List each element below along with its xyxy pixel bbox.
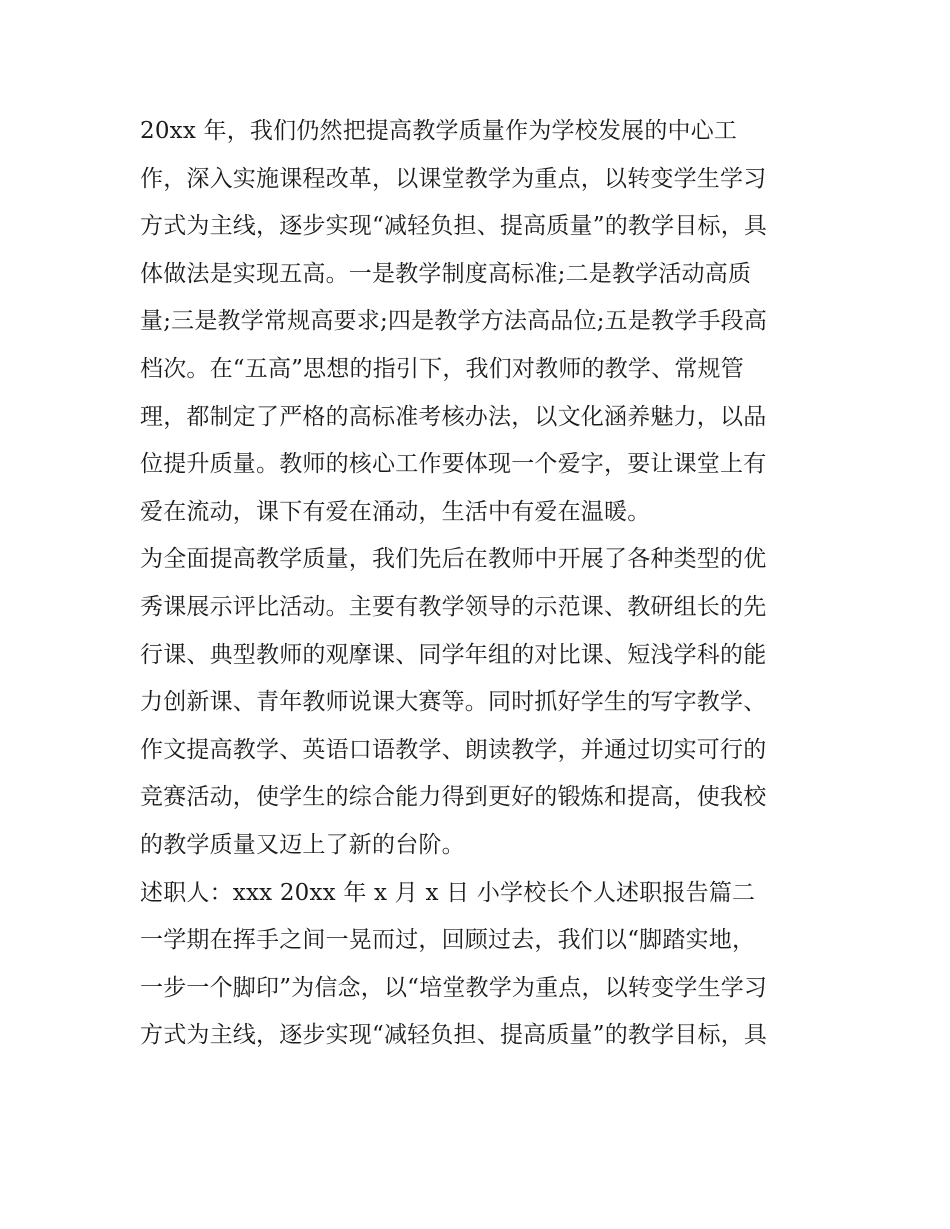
text-line: 档次。在“五高”思想的指引下，我们对教师的教学、常规管: [140, 355, 744, 382]
text-line: 行课、典型教师的观摩课、同学年组的对比课、短浅学科的能: [140, 641, 767, 668]
text-line: 秀课展示评比活动。主要有教学领导的示范课、教研组长的先: [140, 593, 767, 620]
text-line: 的教学质量又迈上了新的台阶。: [140, 831, 465, 858]
document-body: [140, 108, 820, 1060]
text-line: 一步一个脚印”为信念，以“培堂教学为重点，以转变学生学习: [140, 974, 768, 1001]
text-line: 为全面提高教学质量，我们先后在教师中开展了各种类型的优: [140, 546, 767, 573]
text-line: 理，都制定了严格的高标准考核办法，以文化涵养魅力，以品: [140, 403, 767, 430]
text-line: 方式为主线，逐步实现“减轻负担、提高质量”的教学目标，具: [140, 213, 768, 240]
text-line: 一学期在挥手之间一晃而过，回顾过去，我们以“脚踏实地，: [140, 927, 756, 954]
signature-line: 述职人：xxx 20xx 年 x 月 x 日 小学校长个人述职报告篇二: [140, 879, 756, 906]
text-line: 作文提高教学、英语口语教学、朗读教学，并通过切实可行的: [140, 736, 767, 763]
text-line: 爱在流动，课下有爱在涌动，生活中有爱在温暖。: [140, 498, 651, 525]
text-line: 作，深入实施课程改革，以课堂教学为重点，以转变学生学习: [140, 165, 767, 192]
text-line: 力创新课、青年教师说课大赛等。同时抓好学生的写字教学、: [140, 689, 767, 716]
text-line: 位提升质量。教师的核心工作要体现一个爱字，要让课堂上有: [140, 451, 767, 478]
text-line: 20xx 年，我们仍然把提高教学质量作为学校发展的中心工: [140, 118, 738, 144]
text-line: 量;三是教学常规高要求;四是教学方法高品位;五是教学手段高: [140, 308, 768, 335]
text-line: 体做法是实现五高。一是教学制度高标准;二是教学活动高质: [140, 260, 752, 287]
text-line: 方式为主线，逐步实现“减轻负担、提高质量”的教学目标，具: [140, 1022, 768, 1049]
text-line: 竞赛活动，使学生的综合能力得到更好的锻炼和提高，使我校: [140, 784, 767, 811]
